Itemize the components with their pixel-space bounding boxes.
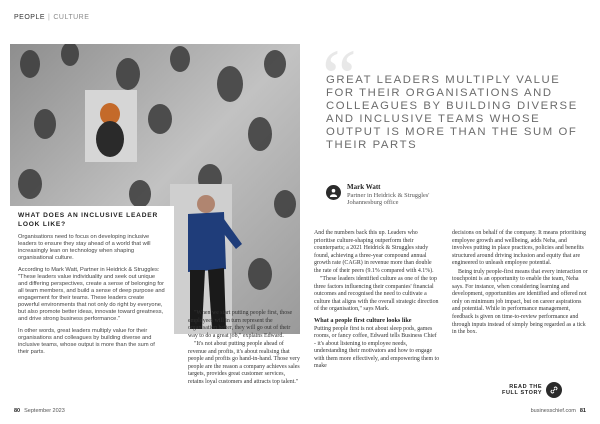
body-paragraph: "It's not about putting people ahead of revenue and profits, it's about realising that people and profits go hand-in-hand. Those very people are the reason a company achieves sales targets, provides great customer services, retains loyal customers and attracts top talent." [188,341,300,385]
body-column-3 [452,230,588,338]
body-column-2 [314,230,440,372]
body-paragraph: And the numbers back this up. Leaders who prioritise culture-shaping outperform their counterparts; a 2021 Heidrick & Struggles study found, achieving a three-year compound annual growth rate (CAGR) in revenue more than double the rate of their peers (9.1% compared with 4.1%). [314,230,434,274]
quote-mark-icon: “ [322,33,357,120]
link-icon[interactable] [546,382,562,398]
page-number-right: 81 [579,408,586,414]
body-paragraph: Putting people first is not about sleep pods, games rooms, or fancy coffee, Edward tells Business Chief - it's about listening to employee needs, understanding their motivators and how to engage with them more effectively, and empowering them to make [314,325,440,370]
site-url: businesschief.com [530,408,576,414]
author-name: Mark Watt [347,183,381,191]
page-number-left: 80 [14,408,21,414]
subheading: What a people first culture looks like [314,317,412,325]
section-header [14,14,89,21]
read-more-line-2: FULL STORY [502,390,543,396]
sidebar-paragraph: Organisations need to focus on developing inclusive leaders to ensure they stay ahead of a world that will increasingly lean on technology when shaping organisational culture. [18,234,151,261]
pull-quote: GREAT LEADERS MULTIPLY VALUE FOR THEIR ORGANISATIONS AND COLLEAGUES BY BUILDING DIVERSE AND INCLUSIVE TEAMS WHOSE OUTPUT IS MORE THAN THE SUM OF THEIR PARTS [326,74,578,151]
body-paragraph: "These leaders identified culture as one of the top three factors influencing their companies' financial outcomes and recognised the need to cultivate a culture that aligns with the overall strategic direction of the organisation," says Mark. [314,276,439,313]
header-separator: | [48,14,51,21]
body-paragraph: Being truly people-first means that every interaction or touchpoint is an opportunity to enable the team, Neha says. For instance, when considering learning and development, opportunities are identified and offered not only on minimum job impact, but on career aspirations and potential. While in performance management, feedback is given on time-to-review performance and through inputs instead of simply being regarded as a tick in the box. [452,268,588,336]
sidebar-box [10,206,174,414]
read-full-story-link[interactable] [502,382,562,398]
body-column-1 [188,310,300,387]
body-paragraph: "When we start putting people first, those employees will in turn represent the organisation better, they will go out of their way to do a great job," explains Edward. [188,310,293,339]
sidebar-paragraph: In other words, great leaders multiply value for their organisations and colleagues by building diverse and inclusive teams, whose output is more than the sum of their parts. [18,328,155,355]
issue-date: September 2023 [24,408,65,414]
body-paragraph: decisions on behalf of the company. It means prioritising employee growth and wellbeing, adds Neha, and involves putting in place practices, policies and benefits structured around driving inclusion and equity that are engineered to unleash employee potential. [452,230,586,267]
sidebar-title: WHAT DOES AN INCLUSIVE LEADER LOOK LIKE? [18,212,159,228]
read-more-label [502,384,542,397]
author-title: Partner in Heidrick & Struggles' [347,191,430,199]
person-icon [326,185,341,200]
read-more-line-1: READ THE [509,383,543,390]
author-office: Johannesburg office [347,199,399,206]
section-label: PEOPLE [14,14,46,21]
subsection-label: CULTURE [53,14,90,21]
sidebar-paragraph: According to Mark Watt, Partner in Heidrick & Struggles: "These leaders value individuality and seek out unique and differing perspectives, create a sense of belonging for all team members, and build a sense of deep purpose and engagement for their teams. These leaders create powerful environments that not only do right by everyone, but also promote better ideas, innovate toward greatness, and drive strong business performance." [18,267,165,322]
footer-right [531,408,586,414]
author-byline [326,184,429,207]
author-details [347,184,429,207]
footer-left [14,408,65,414]
